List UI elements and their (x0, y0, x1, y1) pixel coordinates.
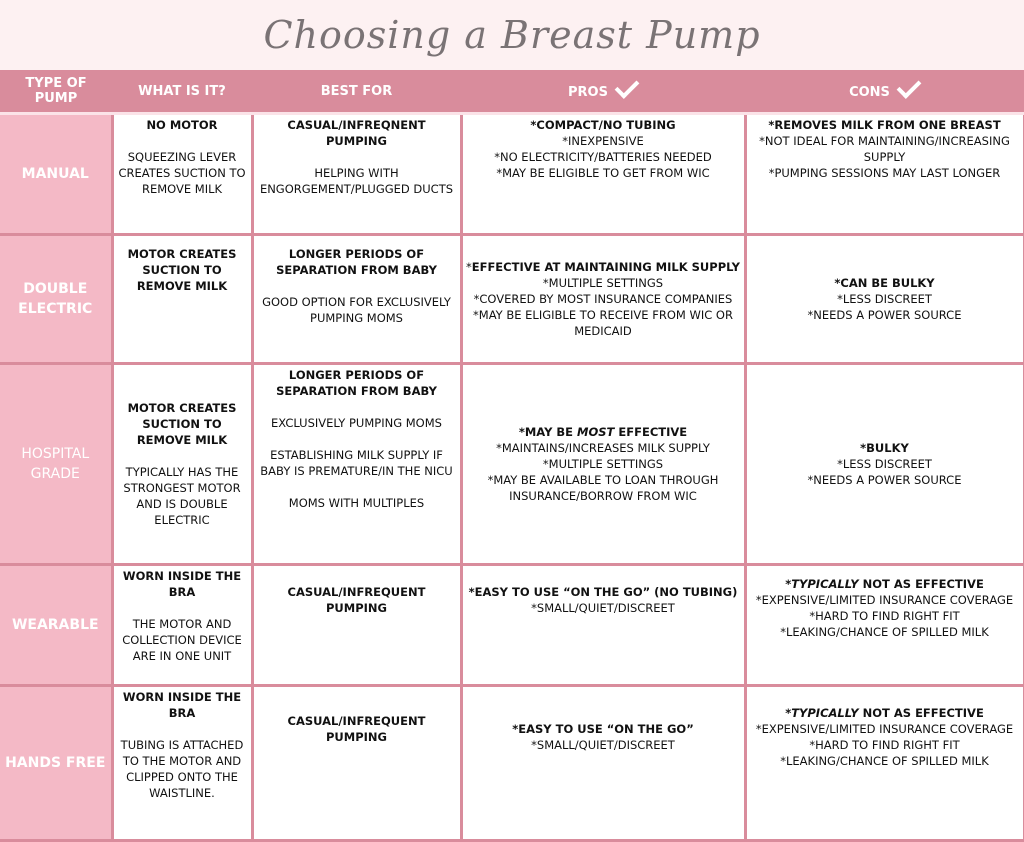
header-cons (745, 70, 1024, 114)
best-for-line: MOMS WITH MULTIPLES (288, 496, 425, 510)
pros-item: *MAY BE ELIGIBLE TO RECEIVE FROM WIC OR MEDICAID (473, 308, 733, 338)
header-pros (461, 70, 745, 114)
cons-cell (745, 686, 1024, 841)
what-bold: MOTOR CREATES SUCTION TO REMOVE MILK (127, 247, 237, 293)
header-pros-label: PROS (568, 84, 608, 100)
pros-item: *MAY BE AVAILABLE TO LOAN THROUGH INSURANCE/BORROW FROM WIC (487, 473, 719, 503)
cons-cell (745, 364, 1024, 565)
cons-item: *HARD TO FIND RIGHT FIT (809, 609, 960, 623)
pros-first: *COMPACT/NO TUBING (530, 118, 676, 132)
cons-cell (745, 235, 1024, 364)
cons-first: *TYPICALLY NOT AS EFFECTIVE (785, 577, 984, 591)
best-for-line: CASUAL/INFREQNENT PUMPING (287, 118, 426, 148)
pros-item: *SMALL/QUIET/DISCREET (531, 601, 675, 615)
cons-first: *CAN BE BULKY (834, 276, 935, 290)
what-bold: NO MOTOR (146, 118, 218, 132)
cons-item: *LEAKING/CHANCE OF SPILLED MILK (780, 625, 989, 639)
best-for-line: GOOD OPTION FOR EXCLUSIVELY PUMPING MOMS (262, 295, 451, 325)
what-bold: WORN INSIDE THE BRA (122, 569, 242, 599)
table-row (0, 114, 1024, 235)
pros-item: *MAINTAINS/INCREASES MILK SUPPLY (496, 441, 710, 455)
best-for-cell (252, 364, 461, 565)
what-text: THE MOTOR AND COLLECTION DEVICE ARE IN ONE UNIT (122, 617, 242, 663)
best-for-cell (252, 686, 461, 841)
what-bold: MOTOR CREATES SUCTION TO REMOVE MILK (127, 401, 237, 447)
best-for-line: ESTABLISHING MILK SUPPLY IF BABY IS PREMATURE/IN THE NICU (260, 448, 453, 478)
pros-first: *MAY BE MOST EFFECTIVE (518, 425, 688, 439)
cons-item: *LESS DISCREET (837, 457, 932, 471)
pros-cell (461, 364, 745, 565)
page-title: Choosing a Breast Pump (263, 13, 761, 57)
cons-item: *LESS DISCREET (837, 292, 932, 306)
cons-first: *REMOVES MILK FROM ONE BREAST (768, 118, 1001, 132)
cons-item: *EXPENSIVE/LIMITED INSURANCE COVERAGE (755, 593, 1014, 607)
what-bold: WORN INSIDE THE BRA (122, 690, 242, 720)
header-cons-label: CONS (849, 84, 890, 100)
pump-comparison-table (0, 70, 1024, 842)
pros-item: *SMALL/QUIET/DISCREET (531, 738, 675, 752)
pros-cell (461, 235, 745, 364)
cons-item: *NOT IDEAL FOR MAINTAINING/INCREASING SUPPLY (759, 134, 1010, 164)
best-for-line: LONGER PERIODS OF SEPARATION FROM BABY (276, 247, 437, 277)
pros-first: *EASY TO USE “ON THE GO” (512, 722, 694, 736)
what-text: TUBING IS ATTACHED TO THE MOTOR AND CLIPPED ONTO THE WAISTLINE. (120, 738, 244, 800)
table-row (0, 565, 1024, 686)
pump-type-manual: MANUAL (0, 114, 112, 235)
pump-type-double-electric (0, 235, 112, 364)
header-best-for: BEST FOR (252, 70, 461, 114)
cons-item: *PUMPING SESSIONS MAY LAST LONGER (768, 166, 1001, 180)
table-row (0, 235, 1024, 364)
best-for-line: LONGER PERIODS OF SEPARATION FROM BABY (276, 368, 437, 398)
pump-type-line: ELECTRIC (18, 301, 93, 317)
cons-cell (745, 114, 1024, 235)
best-for-line: CASUAL/INFREQUENT PUMPING (287, 714, 426, 744)
title-bar (0, 0, 1024, 70)
pump-type-hands-free: HANDS FREE (0, 686, 112, 841)
cons-item: *NEEDS A POWER SOURCE (807, 308, 962, 322)
table-row (0, 364, 1024, 565)
pros-cell (461, 114, 745, 235)
best-for-cell (252, 235, 461, 364)
pros-item: *COVERED BY MOST INSURANCE COMPANIES (473, 292, 733, 306)
what-cell (112, 235, 252, 364)
table-row (0, 686, 1024, 841)
best-for-line: HELPING WITH ENGORGEMENT/PLUGGED DUCTS (259, 166, 454, 196)
cons-first: *TYPICALLY NOT AS EFFECTIVE (785, 706, 984, 720)
cons-item: *NEEDS A POWER SOURCE (807, 473, 962, 487)
pros-item: *MAY BE ELIGIBLE TO GET FROM WIC (496, 166, 710, 180)
what-text: TYPICALLY HAS THE STRONGEST MOTOR AND IS DOUBLE ELECTRIC (123, 465, 241, 527)
pros-item: *INEXPENSIVE (562, 134, 644, 148)
what-cell (112, 364, 252, 565)
what-cell (112, 686, 252, 841)
cons-item: *HARD TO FIND RIGHT FIT (809, 738, 960, 752)
pros-first: *EFFECTIVE AT MAINTAINING MILK SUPPLY (465, 260, 740, 274)
pros-first: *EASY TO USE “ON THE GO” (NO TUBING) (468, 585, 738, 599)
pump-type-wearable: WEARABLE (0, 565, 112, 686)
best-for-cell (252, 565, 461, 686)
pump-type-line: GRADE (30, 466, 80, 482)
header-type: TYPE OF PUMP (0, 70, 112, 114)
pump-type-hospital-grade (0, 364, 112, 565)
pump-type-line: HOSPITAL (21, 446, 90, 462)
what-cell (112, 114, 252, 235)
cons-item: *EXPENSIVE/LIMITED INSURANCE COVERAGE (755, 722, 1014, 736)
cons-cell (745, 565, 1024, 686)
pump-type-line: DOUBLE (23, 281, 88, 297)
pros-item: *NO ELECTRICITY/BATTERIES NEEDED (494, 150, 712, 164)
what-text: SQUEEZING LEVER CREATES SUCTION TO REMOVE MILK (118, 150, 246, 196)
checkmark-icon (615, 74, 640, 99)
pros-cell (461, 686, 745, 841)
pros-item: *MULTIPLE SETTINGS (542, 276, 664, 290)
what-cell (112, 565, 252, 686)
best-for-line: EXCLUSIVELY PUMPING MOMS (271, 416, 442, 430)
pros-cell (461, 565, 745, 686)
pros-item: *MULTIPLE SETTINGS (542, 457, 664, 471)
header-what: WHAT IS IT? (112, 70, 252, 114)
cons-first: *BULKY (860, 441, 909, 455)
cons-item: *LEAKING/CHANCE OF SPILLED MILK (780, 754, 989, 768)
checkmark-icon (897, 74, 922, 99)
best-for-cell (252, 114, 461, 235)
header-row (0, 70, 1024, 114)
best-for-line: CASUAL/INFREQUENT PUMPING (287, 585, 426, 615)
